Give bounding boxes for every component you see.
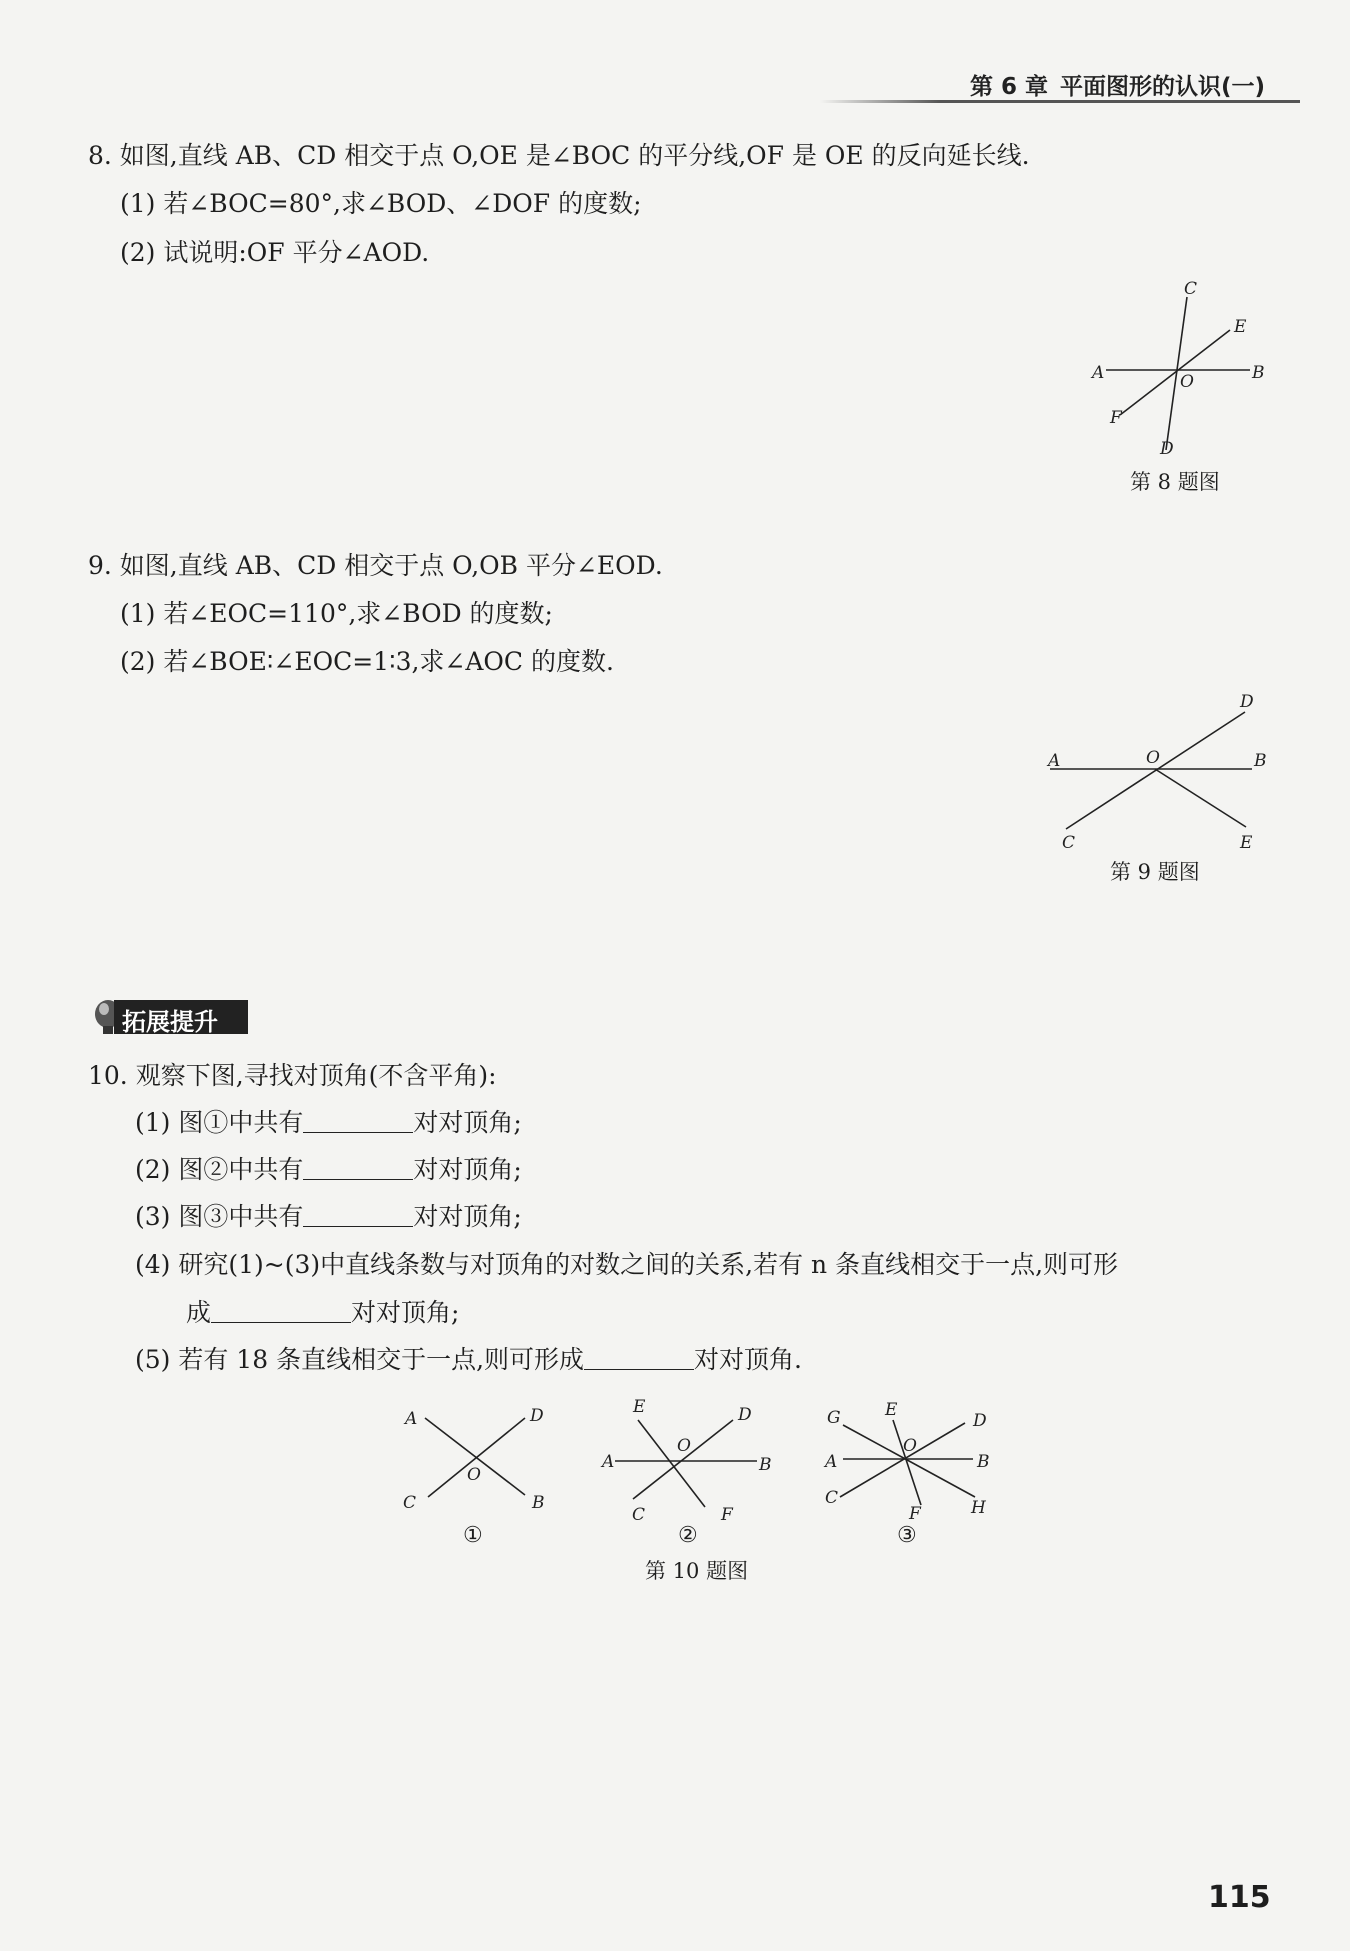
q10-mark-1: ① <box>463 1523 483 1548</box>
q10-part1-prefix: (1) 图①中共有 <box>135 1108 304 1137</box>
q8-part1: (1) 若∠BOC=80°,求∠BOD、∠DOF 的度数; <box>120 189 642 218</box>
q9-part2: (2) 若∠BOE∶∠EOC=1∶3,求∠AOC 的度数. <box>120 647 614 676</box>
page-header <box>820 64 1300 104</box>
q10-f3-label-f: F <box>909 1504 921 1524</box>
q8-label-f: F <box>1110 408 1122 428</box>
q8-label-c: C <box>1184 279 1198 299</box>
q10-caption: 第 10 题图 <box>645 1559 749 1583</box>
q10-blank-1[interactable] <box>303 1108 413 1133</box>
q10-f3-label-g: G <box>827 1408 841 1428</box>
q10-f1-label-b: B <box>532 1493 545 1513</box>
q10-f2-label-d: D <box>738 1405 752 1425</box>
q10-f3-label-d: D <box>973 1411 987 1431</box>
q10-f2-label-a: A <box>602 1452 615 1472</box>
q10-f1-label-o: O <box>467 1465 481 1485</box>
q10-f3-label-c: C <box>825 1488 839 1508</box>
section-label: 拓展提升 <box>122 1008 218 1036</box>
q9-label-d: D <box>1240 692 1254 712</box>
q9-label-o: O <box>1146 748 1160 768</box>
q8-stem: 8. 如图,直线 AB、CD 相交于点 O,OE 是∠BOC 的平分线,OF 是 OE 的反向延长线. <box>88 141 1030 170</box>
q10-f2-label-b: B <box>759 1455 772 1475</box>
q10-mark-3: ③ <box>897 1523 917 1548</box>
q9-caption: 第 9 题图 <box>1110 860 1200 884</box>
q10-blank-4[interactable] <box>211 1298 351 1323</box>
q10-part2-prefix: (2) 图②中共有 <box>135 1155 304 1184</box>
q10-f1-label-c: C <box>403 1493 417 1513</box>
q10-f2-label-f: F <box>721 1505 733 1525</box>
q10-blank-3[interactable] <box>303 1202 413 1227</box>
q9-label-a: A <box>1048 751 1061 771</box>
q10-f1-label-a: A <box>405 1409 418 1429</box>
q8-label-d: D <box>1160 439 1174 459</box>
q10-blank-5[interactable] <box>584 1345 694 1370</box>
q10-f2-label-c: C <box>632 1505 646 1525</box>
q10-part3 <box>135 1201 522 1233</box>
q9-label-b: B <box>1254 751 1267 771</box>
q8-label-b: B <box>1252 363 1265 383</box>
q8-label-o: O <box>1180 372 1194 392</box>
q9-label-c: C <box>1062 833 1076 853</box>
q10-part2 <box>135 1154 522 1186</box>
chapter-title: 平面图形的认识(一) <box>1060 74 1266 100</box>
q10-mark-2: ② <box>678 1523 698 1548</box>
q10-stem: 10. 观察下图,寻找对顶角(不含平角): <box>88 1061 497 1090</box>
q10-part3-suffix: 对对顶角; <box>413 1202 522 1231</box>
q10-part5 <box>135 1344 802 1376</box>
q8-label-a: A <box>1092 363 1105 383</box>
q10-part3-prefix: (3) 图③中共有 <box>135 1202 304 1231</box>
q10-part5-prefix: (5) 若有 18 条直线相交于一点,则可形成 <box>135 1345 585 1374</box>
section-tag <box>92 998 252 1036</box>
q10-f1-label-d: D <box>530 1406 544 1426</box>
q9-label-e: E <box>1240 833 1253 853</box>
q8-part2: (2) 试说明:OF 平分∠AOD. <box>120 238 430 267</box>
q8-caption: 第 8 题图 <box>1130 470 1220 494</box>
q10-part1-suffix: 对对顶角; <box>413 1108 522 1137</box>
q10-f2-label-o: O <box>677 1436 691 1456</box>
q10-part2-suffix: 对对顶角; <box>413 1155 522 1184</box>
q10-part4-suffix: 对对顶角; <box>351 1298 460 1327</box>
q10-f2-label-e: E <box>633 1397 646 1417</box>
q10-blank-2[interactable] <box>303 1155 413 1180</box>
q9-figure <box>1040 685 1280 855</box>
q9-stem: 9. 如图,直线 AB、CD 相交于点 O,OB 平分∠EOD. <box>88 551 663 580</box>
q10-part4-prefix: 成 <box>186 1298 212 1327</box>
q9-part1: (1) 若∠EOC=110°,求∠BOD 的度数; <box>120 599 553 628</box>
q10-part4: (4) 研究(1)~(3)中直线条数与对顶角的对数之间的关系,若有 n 条直线相交于一点,则可形 <box>135 1250 1119 1279</box>
q8-figure <box>1080 275 1280 465</box>
chapter-number: 第 6 章 <box>970 74 1049 100</box>
q10-part1 <box>135 1107 522 1139</box>
q10-f3-label-e: E <box>885 1400 898 1420</box>
q10-f3-label-a: A <box>825 1452 838 1472</box>
q10-f3-label-h: H <box>971 1498 986 1518</box>
header-rule <box>820 100 1300 103</box>
q10-part4-cont <box>186 1297 459 1329</box>
q10-f3-label-o: O <box>903 1436 917 1456</box>
q8-label-e: E <box>1234 317 1247 337</box>
page-number: 115 <box>1208 1880 1271 1915</box>
q10-f3-label-b: B <box>977 1452 990 1472</box>
q10-part5-suffix: 对对顶角. <box>694 1345 802 1374</box>
